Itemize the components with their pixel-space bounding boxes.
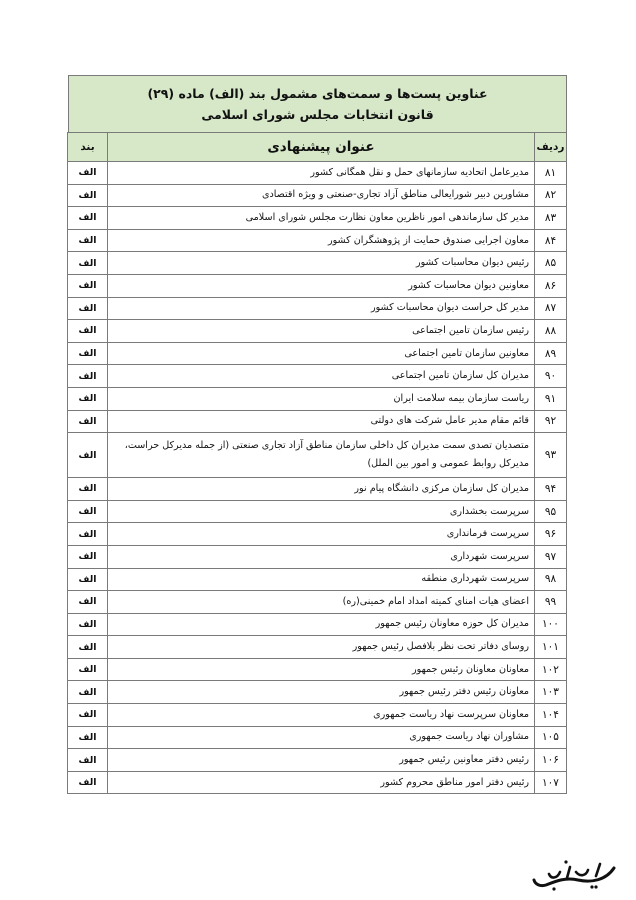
row-band: الف (68, 704, 108, 727)
table-row (68, 749, 567, 772)
table-header-row (68, 133, 567, 162)
row-number: ۹۲ (535, 410, 567, 433)
table-row (68, 500, 567, 523)
row-number: ۹۱ (535, 387, 567, 410)
table-row (68, 545, 567, 568)
row-band: الف (68, 433, 108, 478)
row-band: الف (68, 749, 108, 772)
row-title: مدیران کل سازمان تامین اجتماعی (108, 365, 535, 388)
column-header-radif: ردیف (535, 133, 567, 162)
row-number: ۱۰۰ (535, 613, 567, 636)
table-row (68, 591, 567, 614)
table-row (68, 320, 567, 343)
table-row (68, 433, 567, 478)
row-number: ۸۲ (535, 184, 567, 207)
table-row (68, 681, 567, 704)
column-header-title: عنوان پیشنهادی (108, 133, 535, 162)
row-band: الف (68, 274, 108, 297)
row-title: رئیس سازمان تامین اجتماعی (108, 320, 535, 343)
table-row (68, 207, 567, 230)
row-band: الف (68, 726, 108, 749)
row-title: مشاورین دبیر شورایعالی مناطق آزاد تجاری-صنعتی و ویژه اقتصادی (108, 184, 535, 207)
document-subtitle: قانون انتخابات مجلس شورای اسلامی (201, 107, 434, 122)
table-row (68, 365, 567, 388)
row-band: الف (68, 342, 108, 365)
row-band: الف (68, 523, 108, 546)
table-row (68, 704, 567, 727)
governorate-logo (530, 858, 620, 892)
row-band: الف (68, 410, 108, 433)
row-title: سرپرست بخشداری (108, 500, 535, 523)
document-sheet (68, 75, 567, 794)
row-band: الف (68, 591, 108, 614)
row-title: متصدیان تصدی سمت مدیران کل داخلی سازمان مناطق آزاد تجاری صنعتی (از جمله مدیرکل حراست، مدیرکل روابط عمومی و امور بین الملل) (108, 433, 535, 478)
document-title: عناوین پست‌ها و سمت‌های مشمول بند (الف) ماده (۲۹) (147, 86, 488, 101)
row-title: رئیس دفتر معاونین رئیس جمهور (108, 749, 535, 772)
row-band: الف (68, 252, 108, 275)
row-number: ۱۰۳ (535, 681, 567, 704)
row-title: مدیر کل حراست دیوان محاسبات کشور (108, 297, 535, 320)
positions-table (67, 132, 567, 794)
row-title: مشاوران نهاد ریاست جمهوری (108, 726, 535, 749)
table-row (68, 658, 567, 681)
row-title: معاون اجرایی صندوق حمایت از پژوهشگران کشور (108, 229, 535, 252)
row-title: اعضای هیات امنای کمیته امداد امام خمینی(ره) (108, 591, 535, 614)
table-row (68, 387, 567, 410)
row-number: ۱۰۷ (535, 771, 567, 794)
row-title: روسای دفاتر تحت نظر بلافصل رئیس جمهور (108, 636, 535, 659)
row-number: ۹۵ (535, 500, 567, 523)
row-band: الف (68, 365, 108, 388)
row-band: الف (68, 636, 108, 659)
row-band: الف (68, 478, 108, 501)
row-number: ۹۴ (535, 478, 567, 501)
table-row (68, 274, 567, 297)
row-title: سرپرست فرمانداری (108, 523, 535, 546)
row-number: ۸۷ (535, 297, 567, 320)
table-row (68, 771, 567, 794)
row-band: الف (68, 681, 108, 704)
table-row (68, 184, 567, 207)
row-title: معاونان معاونان رئیس جمهور (108, 658, 535, 681)
row-band: الف (68, 184, 108, 207)
row-band: الف (68, 207, 108, 230)
row-number: ۹۰ (535, 365, 567, 388)
row-number: ۱۰۵ (535, 726, 567, 749)
row-title: معاونان رئیس دفتر رئیس جمهور (108, 681, 535, 704)
row-number: ۸۹ (535, 342, 567, 365)
table-row (68, 523, 567, 546)
table-title-box (68, 75, 567, 132)
table-body (68, 162, 567, 794)
table-row (68, 726, 567, 749)
row-title: معاونان سرپرست نهاد ریاست جمهوری (108, 704, 535, 727)
row-number: ۹۳ (535, 433, 567, 478)
row-number: ۸۳ (535, 207, 567, 230)
table-row (68, 342, 567, 365)
row-band: الف (68, 613, 108, 636)
row-number: ۸۱ (535, 162, 567, 185)
row-band: الف (68, 771, 108, 794)
row-title: مدیران کل سازمان مرکزی دانشگاه پیام نور (108, 478, 535, 501)
row-title: رئیس دفتر امور مناطق محروم کشور (108, 771, 535, 794)
row-title: قائم مقام مدیر عامل شرکت های دولتی (108, 410, 535, 433)
row-title: سرپرست شهرداری (108, 545, 535, 568)
row-number: ۹۸ (535, 568, 567, 591)
row-band: الف (68, 162, 108, 185)
row-title: سرپرست شهرداری منطقه (108, 568, 535, 591)
row-title: مدیرعامل اتحادیه سازمانهای حمل و نقل همگانی کشور (108, 162, 535, 185)
row-number: ۱۰۱ (535, 636, 567, 659)
row-title: مدیر کل سازماندهی امور ناظرین معاون نظارت مجلس شورای اسلامی (108, 207, 535, 230)
row-title: مدیران کل حوزه معاونان رئیس جمهور (108, 613, 535, 636)
row-number: ۱۰۲ (535, 658, 567, 681)
row-band: الف (68, 297, 108, 320)
row-number: ۱۰۴ (535, 704, 567, 727)
row-number: ۸۸ (535, 320, 567, 343)
column-header-band: بند (68, 133, 108, 162)
table-row (68, 410, 567, 433)
table-row (68, 229, 567, 252)
row-title: رئیس دیوان محاسبات کشور (108, 252, 535, 275)
table-row (68, 636, 567, 659)
row-number: ۸۶ (535, 274, 567, 297)
table-row (68, 162, 567, 185)
table-row (68, 297, 567, 320)
row-number: ۹۶ (535, 523, 567, 546)
row-band: الف (68, 658, 108, 681)
row-band: الف (68, 387, 108, 410)
row-band: الف (68, 568, 108, 591)
table-row (68, 613, 567, 636)
row-band: الف (68, 229, 108, 252)
row-title: معاونین سازمان تامین اجتماعی (108, 342, 535, 365)
row-title: ریاست سازمان بیمه سلامت ایران (108, 387, 535, 410)
row-band: الف (68, 545, 108, 568)
row-band: الف (68, 500, 108, 523)
table-row (68, 478, 567, 501)
row-number: ۹۷ (535, 545, 567, 568)
row-number: ۸۵ (535, 252, 567, 275)
table-row (68, 568, 567, 591)
row-band: الف (68, 320, 108, 343)
row-number: ۱۰۶ (535, 749, 567, 772)
row-title: معاونین دیوان محاسبات کشور (108, 274, 535, 297)
row-number: ۹۹ (535, 591, 567, 614)
table-row (68, 252, 567, 275)
row-number: ۸۴ (535, 229, 567, 252)
